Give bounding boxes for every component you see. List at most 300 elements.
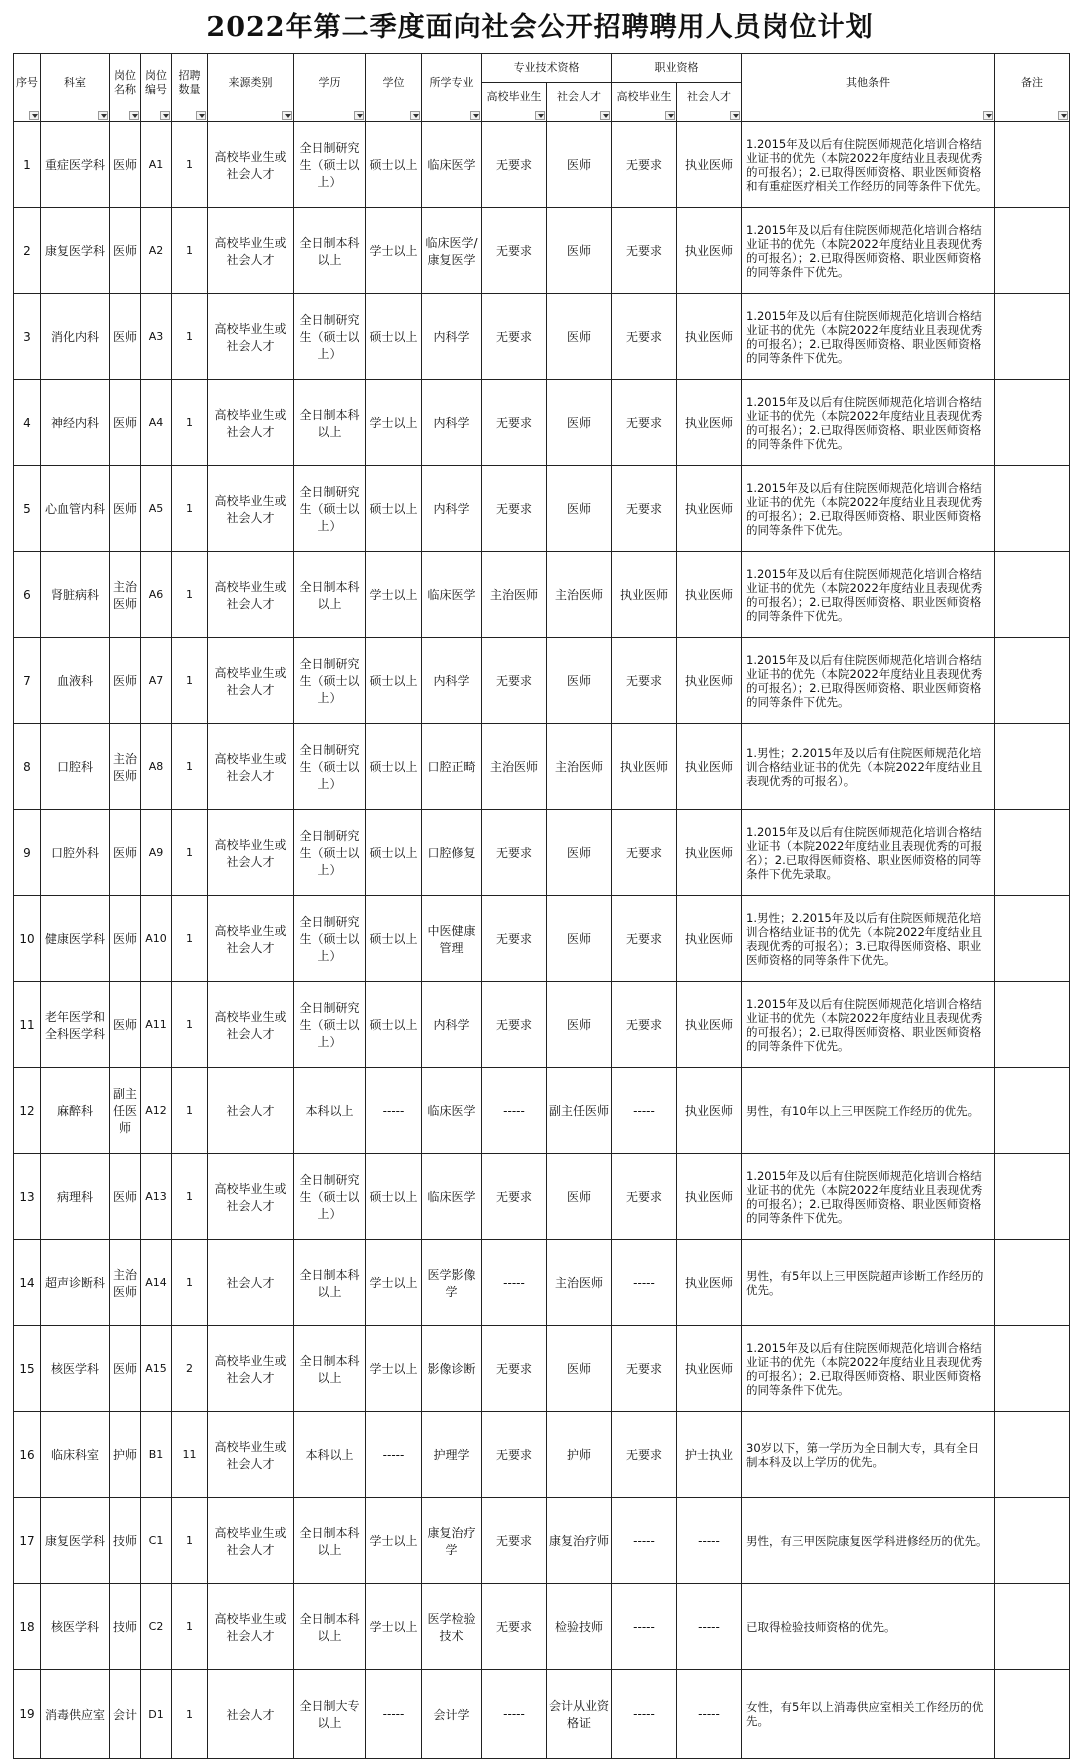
- cell-job-social: 执业医师: [677, 552, 742, 638]
- cell-tech-social: 副主任医师: [547, 1068, 612, 1154]
- cell-tech-social: 检验技师: [547, 1584, 612, 1670]
- cell-tech-social: 医师: [547, 294, 612, 380]
- cell-remark: [995, 810, 1070, 896]
- cell-post-name: 医师: [110, 1154, 141, 1240]
- cell-dept: 健康医学科: [41, 896, 110, 982]
- cell-source: 高校毕业生或社会人才: [208, 380, 294, 466]
- cell-job-grad: 无要求: [612, 294, 677, 380]
- cell-job-social: 执业医师: [677, 1326, 742, 1412]
- filter-dropdown-icon[interactable]: [98, 111, 108, 120]
- cell-job-social: 执业医师: [677, 1068, 742, 1154]
- cell-tech-grad: 无要求: [482, 982, 547, 1068]
- cell-job-grad: -----: [612, 1670, 677, 1759]
- cell-other: 男性，有10年以上三甲医院工作经历的优先。: [742, 1068, 995, 1154]
- cell-count: 1: [172, 1670, 208, 1759]
- cell-seq: 14: [14, 1240, 41, 1326]
- table-header: [14, 54, 1070, 122]
- cell-degree: 学士以上: [366, 1326, 422, 1412]
- cell-other: 男性，有三甲医院康复医学科进修经历的优先。: [742, 1498, 995, 1584]
- table-row: [14, 466, 1070, 552]
- cell-post-code: A9: [141, 810, 172, 896]
- cell-job-social: -----: [677, 1584, 742, 1670]
- cell-education: 全日制本科以上: [294, 1584, 366, 1670]
- header-tech-grad-label: 高校毕业生: [486, 90, 542, 103]
- cell-tech-grad: 无要求: [482, 1412, 547, 1498]
- cell-post-code: B1: [141, 1412, 172, 1498]
- cell-count: 1: [172, 1154, 208, 1240]
- cell-tech-grad: 无要求: [482, 1326, 547, 1412]
- cell-job-social: 执业医师: [677, 896, 742, 982]
- cell-remark: [995, 1240, 1070, 1326]
- cell-count: 1: [172, 466, 208, 552]
- cell-post-code: A3: [141, 294, 172, 380]
- header-job-social-label: 社会人才: [687, 90, 731, 103]
- header-job-grad-label: 高校毕业生: [616, 90, 672, 103]
- cell-major: 内科学: [422, 380, 482, 466]
- cell-count: 11: [172, 1412, 208, 1498]
- cell-job-social: -----: [677, 1670, 742, 1759]
- cell-dept: 康复医学科: [41, 1498, 110, 1584]
- cell-remark: [995, 208, 1070, 294]
- header-post-code: [141, 54, 172, 122]
- cell-seq: 7: [14, 638, 41, 724]
- cell-post-name: 医师: [110, 208, 141, 294]
- cell-dept: 核医学科: [41, 1584, 110, 1670]
- cell-remark: [995, 1326, 1070, 1412]
- cell-tech-grad: 无要求: [482, 1154, 547, 1240]
- cell-count: 1: [172, 208, 208, 294]
- cell-other: 30岁以下，第一学历为全日制大专，具有全日制本科及以上学历的优先。: [742, 1412, 995, 1498]
- cell-education: 本科以上: [294, 1412, 366, 1498]
- cell-remark: [995, 1154, 1070, 1240]
- cell-post-name: 医师: [110, 982, 141, 1068]
- table-row: [14, 1154, 1070, 1240]
- cell-other: 1.男性；2.2015年及以后有住院医师规范化培训合格结业证书的优先（本院2022年度结业且表现优秀的可报名）；3.已取得医师资格、职业医师资格的同等条件下优先。: [742, 896, 995, 982]
- cell-dept: 神经内科: [41, 380, 110, 466]
- table-row: [14, 208, 1070, 294]
- cell-post-code: A10: [141, 896, 172, 982]
- cell-dept: 核医学科: [41, 1326, 110, 1412]
- cell-source: 高校毕业生或社会人才: [208, 294, 294, 380]
- table-row: [14, 638, 1070, 724]
- cell-tech-grad: 无要求: [482, 638, 547, 724]
- table-row: [14, 552, 1070, 638]
- cell-education: 全日制研究生（硕士以上）: [294, 1154, 366, 1240]
- filter-dropdown-icon[interactable]: [983, 111, 993, 120]
- cell-tech-grad: 无要求: [482, 294, 547, 380]
- cell-count: 1: [172, 122, 208, 208]
- cell-source: 高校毕业生或社会人才: [208, 122, 294, 208]
- cell-post-name: 技师: [110, 1498, 141, 1584]
- filter-dropdown-icon[interactable]: [129, 111, 139, 120]
- cell-job-grad: 无要求: [612, 122, 677, 208]
- cell-seq: 19: [14, 1670, 41, 1759]
- cell-remark: [995, 1670, 1070, 1759]
- filter-dropdown-icon[interactable]: [600, 111, 610, 120]
- cell-job-social: 执业医师: [677, 380, 742, 466]
- header-degree-label: 学位: [382, 75, 405, 89]
- table-row: [14, 810, 1070, 896]
- cell-dept: 心血管内科: [41, 466, 110, 552]
- cell-seq: 10: [14, 896, 41, 982]
- cell-degree: 硕士以上: [366, 896, 422, 982]
- cell-seq: 9: [14, 810, 41, 896]
- cell-degree: 学士以上: [366, 380, 422, 466]
- cell-major: 临床医学/康复医学: [422, 208, 482, 294]
- page-title: 2022年第二季度面向社会公开招聘聘用人员岗位计划: [206, 12, 874, 43]
- header-tech-grad: [482, 83, 547, 122]
- cell-major: 影像诊断: [422, 1326, 482, 1412]
- cell-count: 1: [172, 1584, 208, 1670]
- header-major-label: 所学专业: [429, 75, 474, 89]
- cell-degree: 硕士以上: [366, 724, 422, 810]
- cell-education: 全日制本科以上: [294, 380, 366, 466]
- cell-post-code: D1: [141, 1670, 172, 1759]
- cell-post-name: 护师: [110, 1412, 141, 1498]
- cell-count: 1: [172, 896, 208, 982]
- table-row: [14, 724, 1070, 810]
- cell-count: 1: [172, 1068, 208, 1154]
- cell-seq: 13: [14, 1154, 41, 1240]
- cell-post-name: 医师: [110, 466, 141, 552]
- cell-education: 全日制研究生（硕士以上）: [294, 638, 366, 724]
- cell-count: 1: [172, 638, 208, 724]
- cell-major: 内科学: [422, 982, 482, 1068]
- cell-major: 医学检验技术: [422, 1584, 482, 1670]
- cell-seq: 5: [14, 466, 41, 552]
- cell-dept: 重症医学科: [41, 122, 110, 208]
- cell-post-code: C1: [141, 1498, 172, 1584]
- cell-tech-social: 医师: [547, 810, 612, 896]
- cell-education: 全日制研究生（硕士以上）: [294, 466, 366, 552]
- header-dept: [41, 54, 110, 122]
- cell-other: 1.2015年及以后有住院医师规范化培训合格结业证书的优先（本院2022年度结业且表现优秀的可报名）；2.已取得医师资格、职业医师资格的同等条件下优先。: [742, 982, 995, 1068]
- filter-dropdown-icon[interactable]: [160, 111, 170, 120]
- cell-count: 1: [172, 294, 208, 380]
- recruitment-table: [13, 53, 1070, 1759]
- cell-source: 高校毕业生或社会人才: [208, 1326, 294, 1412]
- cell-seq: 12: [14, 1068, 41, 1154]
- cell-post-name: 医师: [110, 1326, 141, 1412]
- cell-tech-grad: 无要求: [482, 208, 547, 294]
- cell-tech-social: 会计从业资格证: [547, 1670, 612, 1759]
- cell-dept: 口腔外科: [41, 810, 110, 896]
- cell-dept: 临床科室: [41, 1412, 110, 1498]
- cell-tech-social: 主治医师: [547, 724, 612, 810]
- cell-post-name: 医师: [110, 896, 141, 982]
- cell-job-social: 执业医师: [677, 466, 742, 552]
- cell-tech-grad: 无要求: [482, 810, 547, 896]
- cell-job-grad: 无要求: [612, 1412, 677, 1498]
- cell-job-social: 执业医师: [677, 810, 742, 896]
- cell-job-grad: 执业医师: [612, 724, 677, 810]
- header-other: [742, 54, 995, 122]
- cell-tech-social: 医师: [547, 982, 612, 1068]
- cell-major: 康复治疗学: [422, 1498, 482, 1584]
- cell-job-social: 执业医师: [677, 208, 742, 294]
- cell-dept: 肾脏病科: [41, 552, 110, 638]
- filter-dropdown-icon[interactable]: [535, 111, 545, 120]
- cell-other: 女性，有5年以上消毒供应室相关工作经历的优先。: [742, 1670, 995, 1759]
- cell-other: 1.2015年及以后有住院医师规范化培训合格结业证书的优先（本院2022年度结业且表现优秀的可报名）；2.已取得医师资格、职业医师资格的同等条件下优先。: [742, 638, 995, 724]
- header-post-name-label: 岗位名称: [114, 68, 136, 96]
- cell-post-code: A8: [141, 724, 172, 810]
- cell-seq: 4: [14, 380, 41, 466]
- table-row: [14, 294, 1070, 380]
- cell-remark: [995, 982, 1070, 1068]
- cell-dept: 消毒供应室: [41, 1670, 110, 1759]
- cell-education: 全日制本科以上: [294, 1498, 366, 1584]
- cell-tech-grad: 无要求: [482, 896, 547, 982]
- header-post-code-label: 岗位编号: [145, 68, 167, 96]
- cell-tech-grad: -----: [482, 1240, 547, 1326]
- filter-dropdown-icon[interactable]: [665, 111, 675, 120]
- cell-degree: 学士以上: [366, 1498, 422, 1584]
- header-dept-label: 科室: [64, 75, 86, 89]
- cell-tech-social: 医师: [547, 122, 612, 208]
- cell-remark: [995, 1068, 1070, 1154]
- cell-tech-social: 主治医师: [547, 1240, 612, 1326]
- cell-other: 1.2015年及以后有住院医师规范化培训合格结业证书的优先（本院2022年度结业且表现优秀的可报名）；2.已取得医师资格、职业医师资格的同等条件下优先。: [742, 552, 995, 638]
- cell-count: 1: [172, 724, 208, 810]
- cell-remark: [995, 466, 1070, 552]
- header-education-label: 学历: [318, 75, 341, 89]
- filter-dropdown-icon[interactable]: [29, 111, 39, 120]
- cell-tech-social: 医师: [547, 1326, 612, 1412]
- cell-count: 1: [172, 1498, 208, 1584]
- table-row: [14, 122, 1070, 208]
- cell-education: 全日制研究生（硕士以上）: [294, 724, 366, 810]
- cell-seq: 15: [14, 1326, 41, 1412]
- cell-major: 会计学: [422, 1670, 482, 1759]
- cell-post-name: 医师: [110, 294, 141, 380]
- cell-post-name: 主治医师: [110, 1240, 141, 1326]
- filter-dropdown-icon[interactable]: [730, 111, 740, 120]
- cell-dept: 老年医学和全科医学科: [41, 982, 110, 1068]
- cell-job-grad: -----: [612, 1498, 677, 1584]
- cell-source: 社会人才: [208, 1670, 294, 1759]
- cell-remark: [995, 638, 1070, 724]
- table-row: [14, 1326, 1070, 1412]
- cell-tech-grad: 无要求: [482, 466, 547, 552]
- cell-education: 全日制本科以上: [294, 1240, 366, 1326]
- cell-job-grad: -----: [612, 1240, 677, 1326]
- cell-degree: 硕士以上: [366, 1154, 422, 1240]
- header-education: [294, 54, 366, 122]
- cell-education: 本科以上: [294, 1068, 366, 1154]
- cell-job-social: 执业医师: [677, 294, 742, 380]
- header-tech-social: [547, 83, 612, 122]
- filter-dropdown-icon[interactable]: [1058, 111, 1068, 120]
- cell-tech-social: 医师: [547, 1154, 612, 1240]
- cell-source: 高校毕业生或社会人才: [208, 1498, 294, 1584]
- cell-job-grad: 无要求: [612, 638, 677, 724]
- cell-post-name: 医师: [110, 122, 141, 208]
- cell-tech-social: 康复治疗师: [547, 1498, 612, 1584]
- cell-tech-grad: 主治医师: [482, 552, 547, 638]
- cell-major: 内科学: [422, 466, 482, 552]
- table-row: [14, 1584, 1070, 1670]
- table-row: [14, 982, 1070, 1068]
- cell-post-name: 主治医师: [110, 552, 141, 638]
- cell-remark: [995, 552, 1070, 638]
- cell-education: 全日制大专以上: [294, 1670, 366, 1759]
- filter-dropdown-icon[interactable]: [196, 111, 206, 120]
- table-row: [14, 1498, 1070, 1584]
- cell-job-grad: -----: [612, 1584, 677, 1670]
- cell-source: 高校毕业生或社会人才: [208, 1412, 294, 1498]
- cell-seq: 11: [14, 982, 41, 1068]
- cell-dept: 康复医学科: [41, 208, 110, 294]
- table-row: [14, 896, 1070, 982]
- filter-dropdown-icon[interactable]: [410, 111, 420, 120]
- cell-dept: 消化内科: [41, 294, 110, 380]
- cell-job-social: 护士执业: [677, 1412, 742, 1498]
- header-seq-label: 序号: [16, 75, 38, 89]
- header-job-grad: [612, 83, 677, 122]
- cell-remark: [995, 1498, 1070, 1584]
- cell-degree: 硕士以上: [366, 466, 422, 552]
- cell-post-code: A11: [141, 982, 172, 1068]
- cell-dept: 血液科: [41, 638, 110, 724]
- cell-post-code: A13: [141, 1154, 172, 1240]
- header-seq: [14, 54, 41, 122]
- cell-job-social: 执业医师: [677, 1240, 742, 1326]
- table-row: [14, 1670, 1070, 1759]
- cell-source: 高校毕业生或社会人才: [208, 982, 294, 1068]
- cell-seq: 6: [14, 552, 41, 638]
- table-row: [14, 1412, 1070, 1498]
- cell-major: 临床医学: [422, 1154, 482, 1240]
- cell-source: 社会人才: [208, 1068, 294, 1154]
- cell-dept: 口腔科: [41, 724, 110, 810]
- cell-degree: 学士以上: [366, 208, 422, 294]
- cell-degree: 学士以上: [366, 1584, 422, 1670]
- cell-remark: [995, 294, 1070, 380]
- cell-job-grad: 无要求: [612, 1326, 677, 1412]
- cell-job-social: 执业医师: [677, 1154, 742, 1240]
- cell-tech-social: 医师: [547, 208, 612, 294]
- cell-degree: 学士以上: [366, 552, 422, 638]
- cell-post-code: C2: [141, 1584, 172, 1670]
- filter-dropdown-icon[interactable]: [282, 111, 292, 120]
- cell-source: 高校毕业生或社会人才: [208, 1154, 294, 1240]
- cell-job-social: 执业医师: [677, 724, 742, 810]
- cell-tech-social: 医师: [547, 380, 612, 466]
- header-post-name: [110, 54, 141, 122]
- cell-education: 全日制研究生（硕士以上）: [294, 122, 366, 208]
- table-row: [14, 380, 1070, 466]
- cell-other: 男性，有5年以上三甲医院超声诊断工作经历的优先。: [742, 1240, 995, 1326]
- cell-dept: 病理科: [41, 1154, 110, 1240]
- cell-major: 临床医学: [422, 552, 482, 638]
- cell-other: 1.2015年及以后有住院医师规范化培训合格结业证书的优先（本院2022年度结业且表现优秀的可报名）；2.已取得医师资格、职业医师资格的同等条件下优先。: [742, 380, 995, 466]
- cell-degree: 硕士以上: [366, 122, 422, 208]
- header-other-label: 其他条件: [846, 75, 890, 89]
- cell-education: 全日制本科以上: [294, 1326, 366, 1412]
- cell-source: 高校毕业生或社会人才: [208, 810, 294, 896]
- cell-post-name: 技师: [110, 1584, 141, 1670]
- header-source: [208, 54, 294, 122]
- cell-job-grad: 无要求: [612, 1154, 677, 1240]
- cell-post-name: 医师: [110, 810, 141, 896]
- cell-remark: [995, 1412, 1070, 1498]
- cell-degree: -----: [366, 1412, 422, 1498]
- cell-remark: [995, 1584, 1070, 1670]
- cell-degree: 学士以上: [366, 1240, 422, 1326]
- cell-post-name: 医师: [110, 638, 141, 724]
- header-tech-qual: 专业技术资格: [482, 54, 612, 83]
- cell-other: 1.2015年及以后有住院医师规范化培训合格结业证书的优先（本院2022年度结业且表现优秀的可报名）；2.已取得医师资格、职业医师资格和有重症医疗相关工作经历的同等条件下优先。: [742, 122, 995, 208]
- cell-education: 全日制研究生（硕士以上）: [294, 896, 366, 982]
- cell-tech-grad: -----: [482, 1670, 547, 1759]
- cell-major: 中医健康管理: [422, 896, 482, 982]
- cell-job-grad: 无要求: [612, 896, 677, 982]
- cell-seq: 3: [14, 294, 41, 380]
- cell-major: 内科学: [422, 294, 482, 380]
- filter-dropdown-icon[interactable]: [470, 111, 480, 120]
- header-remark-label: 备注: [1021, 75, 1043, 89]
- cell-tech-grad: 无要求: [482, 380, 547, 466]
- cell-job-grad: 无要求: [612, 810, 677, 896]
- header-job-qual: 职业资格: [612, 54, 742, 83]
- cell-source: 高校毕业生或社会人才: [208, 466, 294, 552]
- cell-job-social: 执业医师: [677, 638, 742, 724]
- header-major: [422, 54, 482, 122]
- header-source-label: 来源类别: [228, 75, 273, 89]
- cell-job-grad: 无要求: [612, 982, 677, 1068]
- table-row: [14, 1240, 1070, 1326]
- cell-major: 护理学: [422, 1412, 482, 1498]
- cell-seq: 1: [14, 122, 41, 208]
- cell-major: 临床医学: [422, 1068, 482, 1154]
- cell-post-name: 主治医师: [110, 724, 141, 810]
- cell-other: 1.2015年及以后有住院医师规范化培训合格结业证书（本院2022年度结业且表现优秀的可报名）；2.已取得医师资格、职业医师资格的同等条件下优先录取。: [742, 810, 995, 896]
- cell-major: 临床医学: [422, 122, 482, 208]
- cell-remark: [995, 724, 1070, 810]
- cell-other: 1.2015年及以后有住院医师规范化培训合格结业证书的优先（本院2022年度结业且表现优秀的可报名）；2.已取得医师资格、职业医师资格的同等条件下优先。: [742, 294, 995, 380]
- cell-dept: 超声诊断科: [41, 1240, 110, 1326]
- cell-post-name: 会计: [110, 1670, 141, 1759]
- header-job-social: [677, 83, 742, 122]
- cell-count: 1: [172, 810, 208, 896]
- cell-count: 1: [172, 380, 208, 466]
- cell-count: 2: [172, 1326, 208, 1412]
- cell-source: 高校毕业生或社会人才: [208, 638, 294, 724]
- cell-post-code: A5: [141, 466, 172, 552]
- cell-seq: 8: [14, 724, 41, 810]
- cell-education: 全日制本科以上: [294, 208, 366, 294]
- header-count-label: 招聘数量: [178, 68, 201, 96]
- cell-post-code: A7: [141, 638, 172, 724]
- cell-post-code: A6: [141, 552, 172, 638]
- filter-dropdown-icon[interactable]: [354, 111, 364, 120]
- cell-tech-grad: 主治医师: [482, 724, 547, 810]
- cell-degree: 硕士以上: [366, 638, 422, 724]
- cell-source: 高校毕业生或社会人才: [208, 1584, 294, 1670]
- cell-job-social: -----: [677, 1498, 742, 1584]
- cell-job-grad: -----: [612, 1068, 677, 1154]
- cell-post-code: A15: [141, 1326, 172, 1412]
- cell-education: 全日制本科以上: [294, 552, 366, 638]
- cell-degree: 硕士以上: [366, 982, 422, 1068]
- cell-other: 1.2015年及以后有住院医师规范化培训合格结业证书的优先（本院2022年度结业且表现优秀的可报名）；2.已取得医师资格、职业医师资格的同等条件下优先。: [742, 1154, 995, 1240]
- cell-job-grad: 无要求: [612, 208, 677, 294]
- header-remark: [995, 54, 1070, 122]
- cell-source: 社会人才: [208, 1240, 294, 1326]
- cell-remark: [995, 380, 1070, 466]
- cell-seq: 18: [14, 1584, 41, 1670]
